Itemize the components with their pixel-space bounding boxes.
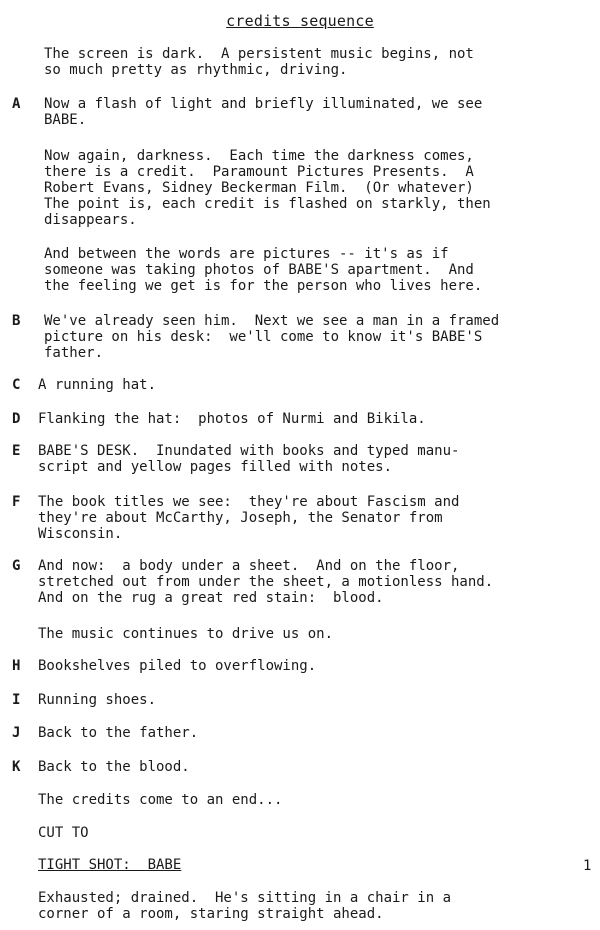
script-line: The music continues to drive us on. — [38, 626, 334, 642]
shot-letter: I — [12, 692, 21, 708]
script-line: Exhausted; drained. He's sitting in a chair in a — [38, 890, 452, 906]
script-line: And now: a body under a sheet. And on the floor, — [38, 558, 460, 574]
shot-letter: J — [12, 725, 21, 741]
script-line: BABE'S DESK. Inundated with books and typed manu- — [38, 443, 460, 459]
script-line: Back to the blood. — [38, 759, 190, 775]
script-line: someone was taking photos of BABE'S apartment. And — [44, 262, 474, 278]
script-line: Now again, darkness. Each time the darkness comes, — [44, 148, 474, 164]
script-line: corner of a room, staring straight ahead. — [38, 906, 384, 922]
shot-letter: A — [12, 96, 21, 112]
script-line: A running hat. — [38, 377, 157, 393]
script-line: Robert Evans, Sidney Beckerman Film. (Or whatever) — [44, 180, 474, 196]
script-line: disappears. — [44, 212, 137, 228]
script-line: script and yellow pages filled with notes. — [38, 459, 393, 475]
script-line: Flanking the hat: photos of Nurmi and Bikila. — [38, 411, 426, 427]
script-line: picture on his desk: we'll come to know it's BABE'S — [44, 329, 483, 345]
shot-letter: K — [12, 759, 21, 775]
page-number: 1 — [583, 858, 592, 874]
shot-letter: F — [12, 494, 21, 510]
script-line: Running shoes. — [38, 692, 157, 708]
script-line: We've already seen him. Next we see a man in a framed — [44, 313, 500, 329]
shot-letter: D — [12, 411, 21, 427]
script-line: they're about McCarthy, Joseph, the Senator from — [38, 510, 443, 526]
shot-letter: G — [12, 558, 21, 574]
shot-letter: C — [12, 377, 21, 393]
script-line: stretched out from under the sheet, a motionless hand. — [38, 574, 494, 590]
script-line: Back to the father. — [38, 725, 199, 741]
script-line: BABE. — [44, 112, 87, 128]
script-line: Now a flash of light and briefly illuminated, we see — [44, 96, 483, 112]
script-line: The credits come to an end... — [38, 792, 283, 808]
script-line: And on the rug a great red stain: blood. — [38, 590, 384, 606]
script-line: so much pretty as rhythmic, driving. — [44, 62, 348, 78]
script-line: Wisconsin. — [38, 526, 123, 542]
shot-letter: B — [12, 313, 21, 329]
script-line: The screen is dark. A persistent music begins, not — [44, 46, 474, 62]
script-line: The book titles we see: they're about Fascism and — [38, 494, 460, 510]
shot-letter: E — [12, 443, 21, 459]
scene-heading-text: TIGHT SHOT: BABE — [38, 857, 182, 873]
script-line: CUT TO — [38, 825, 89, 841]
page-title: credits sequence — [226, 12, 374, 30]
shot-letter: H — [12, 658, 21, 674]
script-line: Bookshelves piled to overflowing. — [38, 658, 317, 674]
script-line: And between the words are pictures -- it's as if — [44, 246, 449, 262]
script-line: father. — [44, 345, 104, 361]
script-line: the feeling we get is for the person who lives here. — [44, 278, 483, 294]
script-line: The point is, each credit is flashed on starkly, then — [44, 196, 491, 212]
script-line: there is a credit. Paramount Pictures Presents. A — [44, 164, 474, 180]
